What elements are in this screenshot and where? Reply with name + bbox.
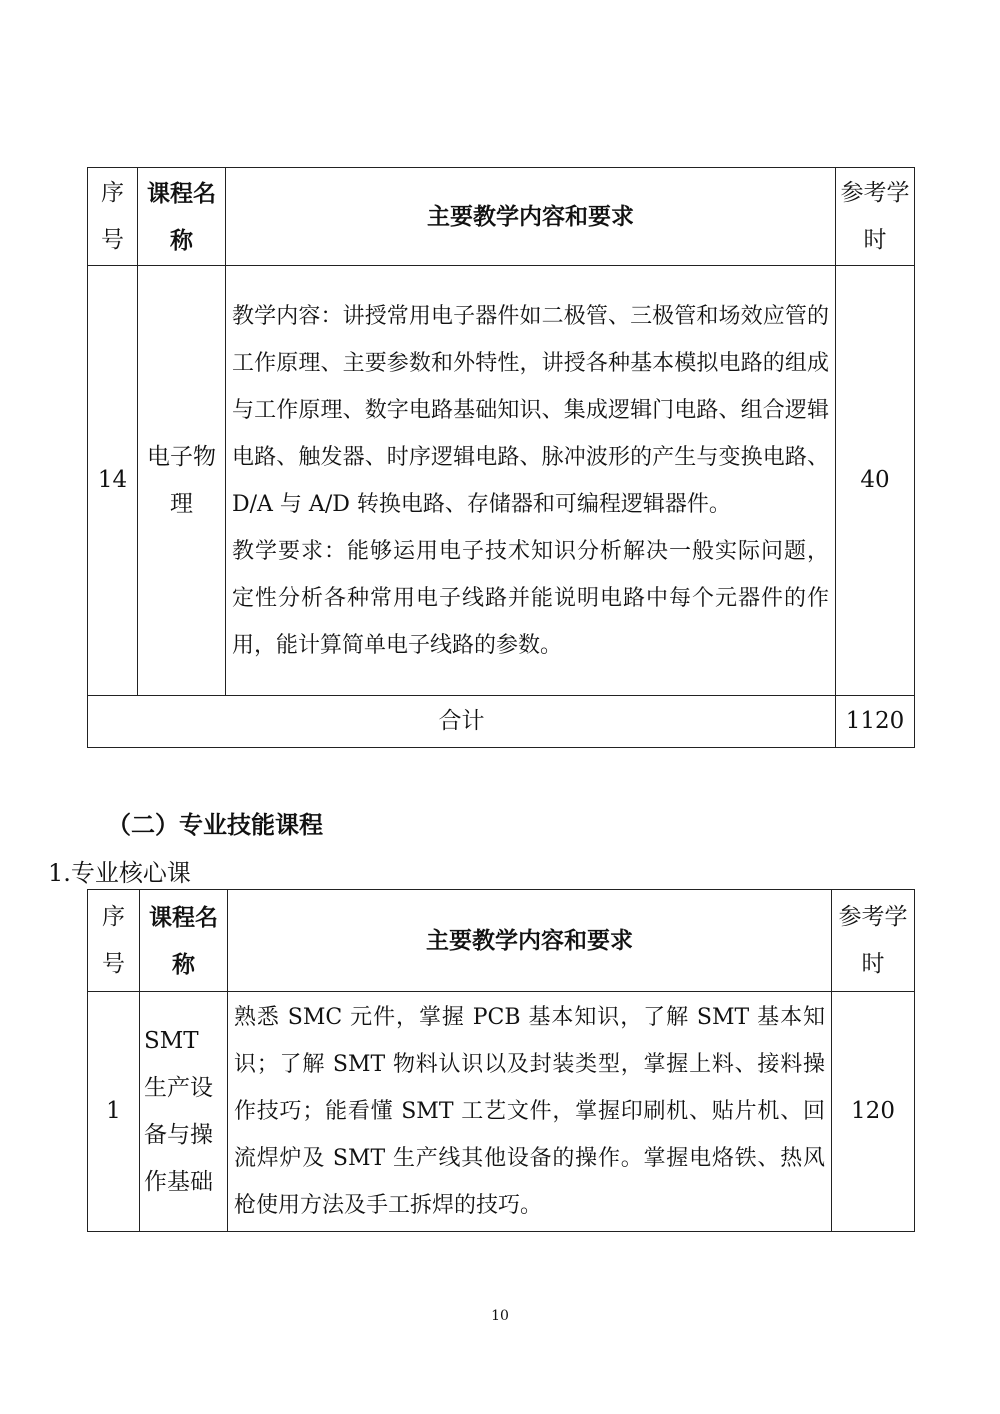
header-seq: 序号 [88,168,138,266]
row-seq: 14 [88,266,138,696]
header-course-name: 课程名称 [138,168,226,266]
course-table-1 [87,167,915,748]
row-seq: 1 [88,992,140,1232]
header-hours: 参考学时 [836,168,915,266]
header-course-name: 课程名称 [140,890,228,992]
header-content: 主要教学内容和要求 [228,890,832,992]
total-label: 合计 [88,696,836,748]
content-requirements: 教学要求：能够运用电子技术知识分析解决一般实际问题， 定性分析各种常用电子线路并能说明电路中每个元器件的作用，能计算简单电子线路的参数。 [232,538,829,658]
row-course-name: 电子物理 [138,266,226,696]
section-heading: （二）专业技能课程 [107,810,323,839]
sub-heading: 1.专业核心课 [48,859,191,887]
header-content: 主要教学内容和要求 [226,168,836,266]
course-table-2 [87,889,915,1232]
row-course-name: SMT 生产设备与操作基础 [140,992,228,1232]
row-content [226,266,836,696]
table-row [88,266,915,696]
total-row [88,696,915,748]
header-seq: 序号 [88,890,140,992]
total-value: 1120 [836,696,915,748]
page-number: 10 [491,1308,509,1324]
content-teaching: 教学内容：讲授常用电子器件如二极管、三极管和场效应管的工作原理、主要参数和外特性，讲授各种基本模拟电路的组成与工作原理、数字电路基础知识、集成逻辑门电路、组合逻辑电路、触发器、时序逻辑电路、脉冲波形的产生与变换电路、D/A 与 A/D 转换电路、存储器和可编程逻辑器件。 [232,303,829,517]
row-content: 熟悉 SMC 元件，掌握 PCB 基本知识，了解 SMT 基本知识；了解 SMT 物料认识以及封装类型，掌握上料、接料操作技巧；能看懂 SMT 工艺文件，掌握印刷机、贴片机、回流焊炉及 SMT 生产线其他设备的操作。掌握电烙铁、热风枪使用方法及手工拆焊的技巧。 [228,992,832,1232]
header-hours: 参考学时 [832,890,915,992]
table-row [88,992,915,1232]
row-hours: 40 [836,266,915,696]
table-header-row [88,168,915,266]
table-header-row [88,890,915,992]
row-hours: 120 [832,992,915,1232]
